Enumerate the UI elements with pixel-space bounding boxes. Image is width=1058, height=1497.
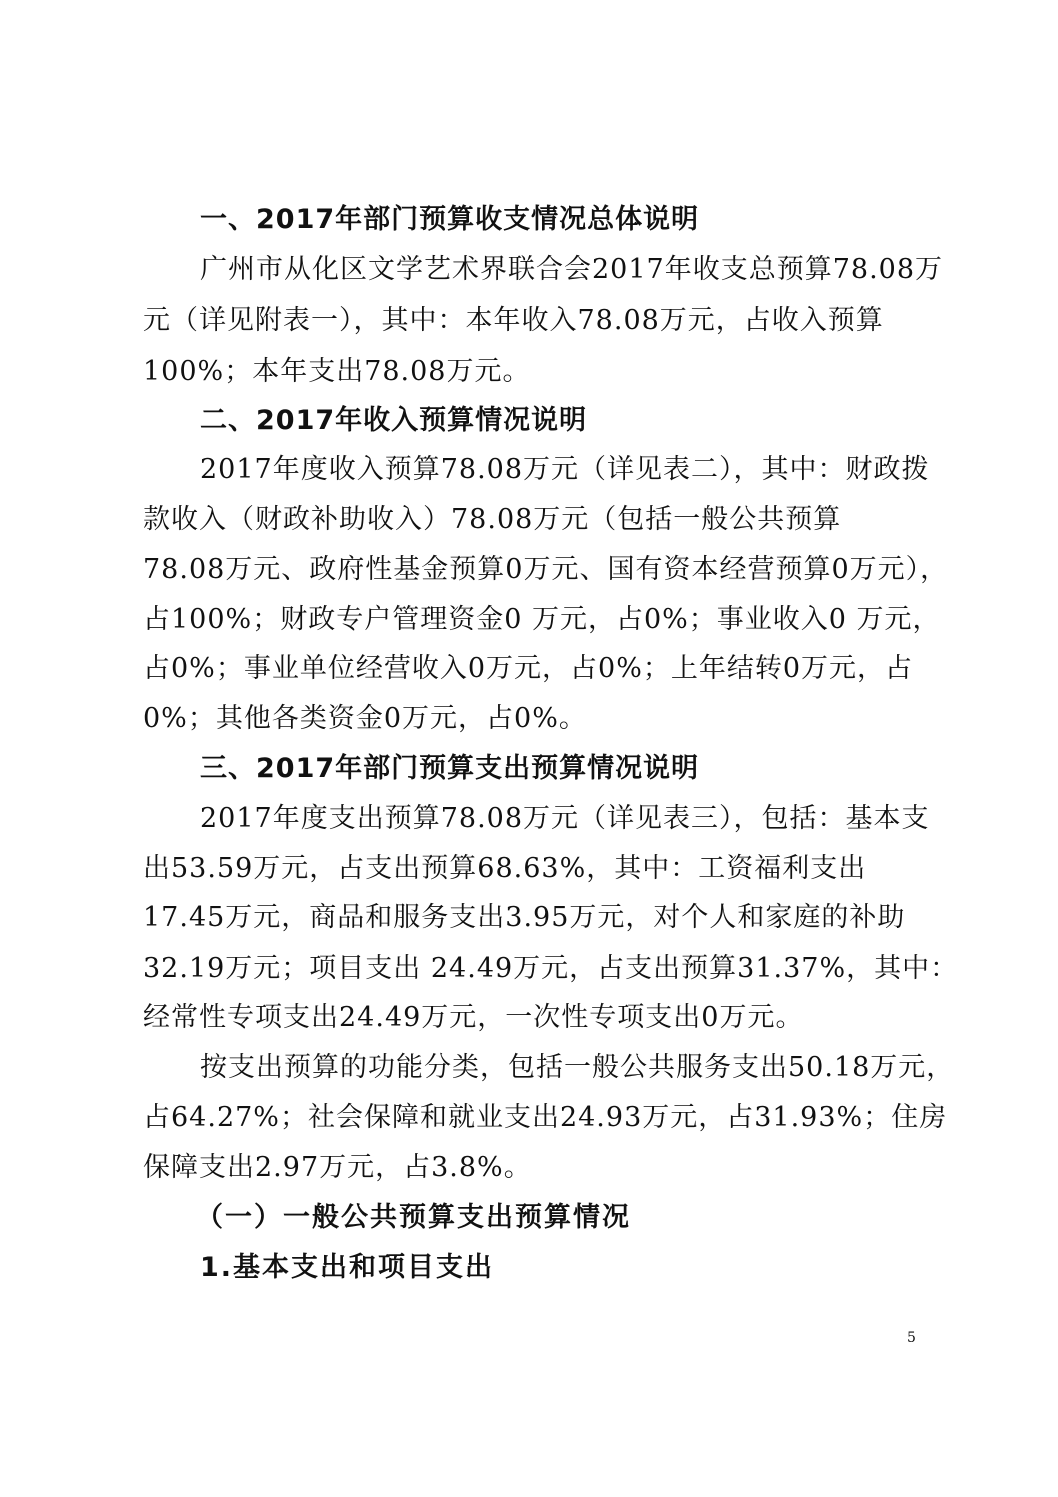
section-2-line-1: 2017年度收入预算78.08万元（详见表二），其中：财政拨 [200,454,930,485]
subsection-heading: （一）一般公共预算支出预算情况 [196,1202,631,1233]
section-3-line-2: 出53.59万元，占支出预算68.63%，其中：工资福利支出 [143,853,867,884]
page-number: 5 [907,1330,916,1346]
section-2-line-2: 款收入（财政补助收入）78.08万元（包括一般公共预算 [143,504,842,535]
section-2-heading: 二、2017年收入预算情况说明 [200,405,588,436]
subsection-item: 1.基本支出和项目支出 [200,1252,495,1283]
section-2-line-4: 占100%；财政专户管理资金0 万元，占0%；事业收入0 万元， [143,604,941,635]
section-2-line-5: 占0%；事业单位经营收入0万元，占0%；上年结转0万元，占 [143,653,914,684]
section-3-heading: 三、2017年部门预算支出预算情况说明 [200,753,700,784]
section-2-line-6: 0%；其他各类资金0万元，占0%。 [143,703,587,734]
section-1-heading: 一、2017年部门预算收支情况总体说明 [200,204,700,235]
section-1-line-2: 元（详见附表一），其中：本年收入78.08万元，占收入预算 [143,305,884,336]
section-2-line-3: 78.08万元、政府性基金预算0万元、国有资本经营预算0万元）， [143,554,949,585]
section-3-line-5: 经常性专项支出24.49万元，一次性专项支出0万元。 [143,1002,804,1033]
functional-line-2: 占64.27%；社会保障和就业支出24.93万元，占31.93%；住房 [143,1102,948,1133]
section-3-line-3: 17.45万元，商品和服务支出3.95万元，对个人和家庭的补助 [143,902,906,933]
functional-line-1: 按支出预算的功能分类，包括一般公共服务支出50.18万元， [200,1052,955,1083]
section-1-line-1: 广州市从化区文学艺术界联合会2017年收支总预算78.08万 [200,254,944,285]
functional-line-3: 保障支出2.97万元，占3.8%。 [143,1152,532,1183]
section-3-line-4: 32.19万元；项目支出 24.49万元，占支出预算31.37%，其中： [143,953,959,984]
section-3-line-1: 2017年度支出预算78.08万元（详见表三），包括：基本支 [200,803,930,834]
section-1-line-3: 100%；本年支出78.08万元。 [143,356,531,387]
